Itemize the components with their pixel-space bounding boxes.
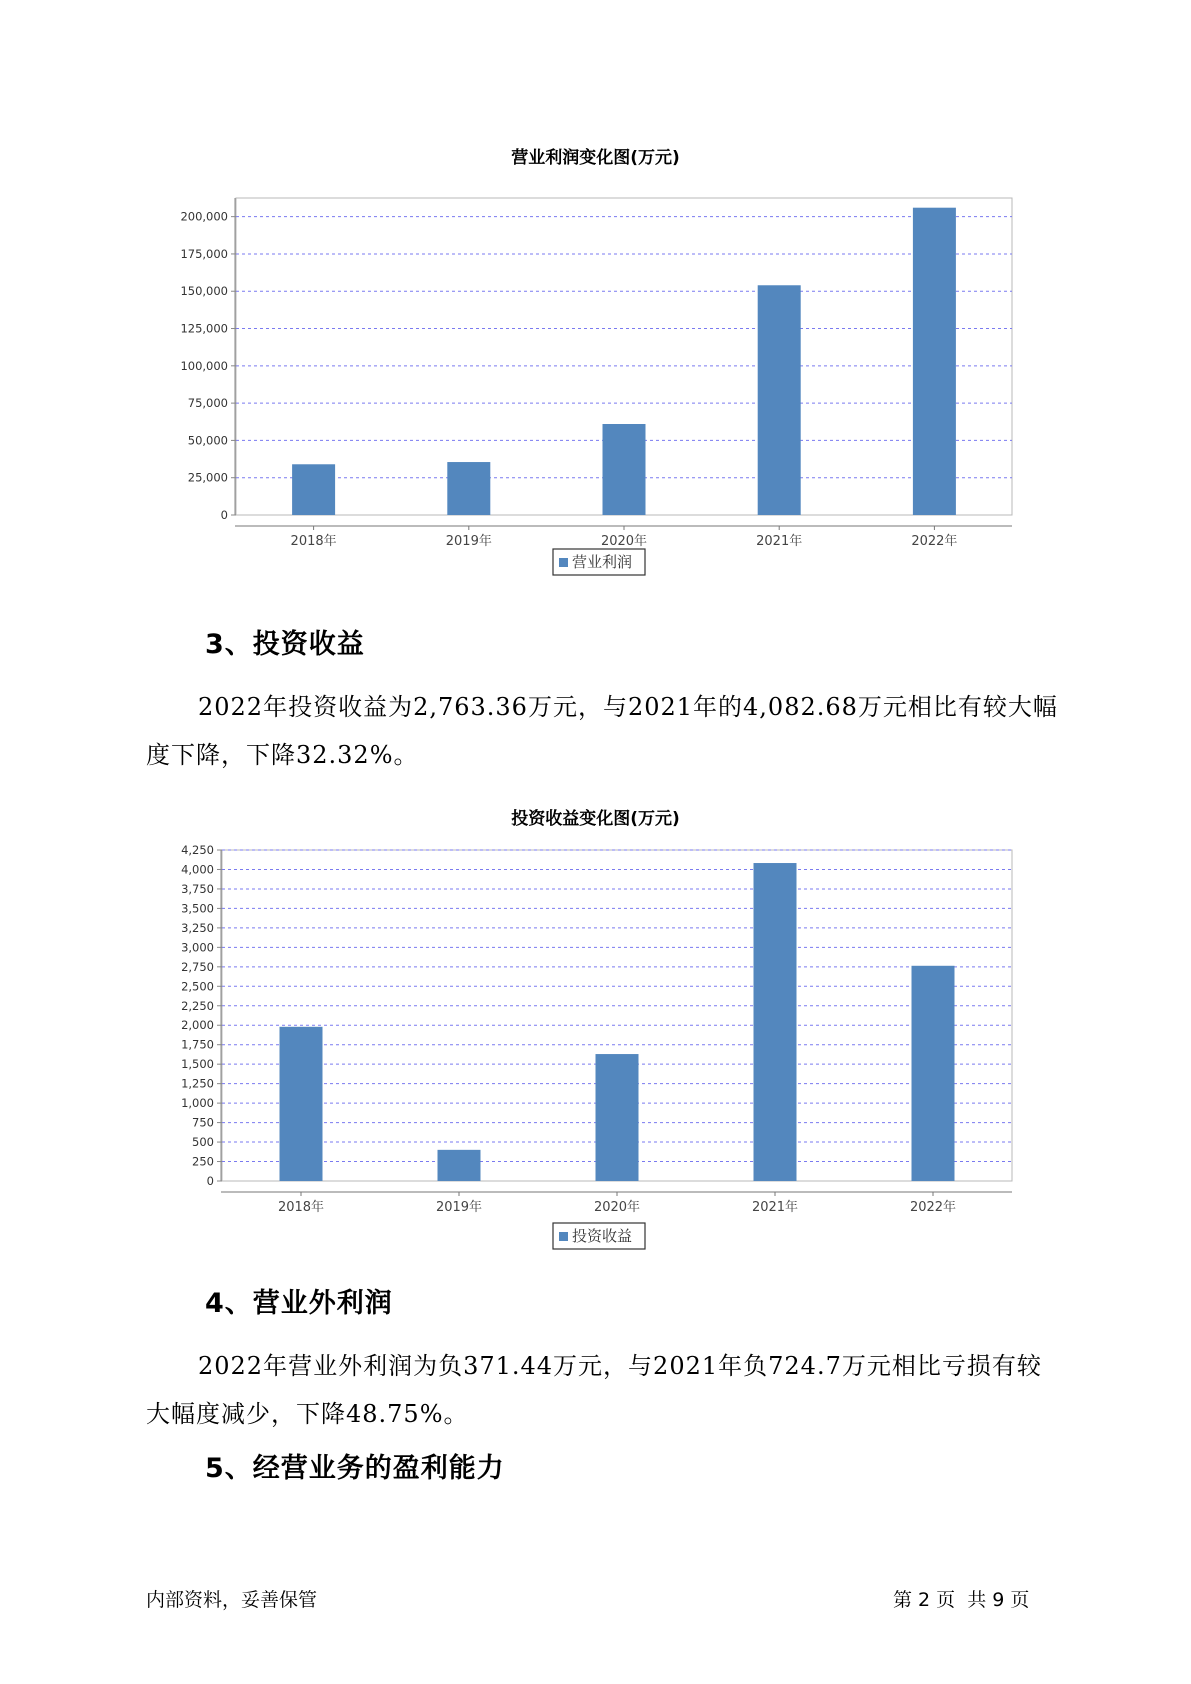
legend-swatch	[559, 1232, 568, 1241]
bar-2018年	[292, 464, 335, 515]
bar-2019年	[438, 1150, 481, 1181]
y-tick-label: 2,000	[181, 1018, 214, 1033]
legend-swatch	[559, 558, 568, 567]
x-tick-label: 2020年	[600, 534, 648, 549]
y-tick-label: 3,000	[181, 940, 214, 955]
y-tick-label: 150,000	[180, 284, 228, 299]
y-tick-label: 1,500	[181, 1057, 214, 1072]
y-tick-label: 3,500	[181, 901, 214, 916]
section-heading-non-operating-profit: 4、营业外利润	[205, 1288, 393, 1319]
y-tick-label: 750	[192, 1115, 214, 1130]
x-tick-label: 2022年	[909, 1200, 957, 1215]
x-tick-label: 2020年	[593, 1200, 641, 1215]
x-tick-label: 2019年	[435, 1200, 483, 1215]
bar-2019年	[447, 462, 490, 515]
legend-label: 营业利润	[572, 553, 633, 571]
y-tick-label: 3,250	[181, 920, 214, 935]
bar-2020年	[603, 424, 646, 515]
y-tick-label: 100,000	[180, 358, 228, 373]
bar-2021年	[754, 863, 797, 1181]
legend-label: 投资收益	[572, 1227, 633, 1245]
x-tick-label: 2018年	[277, 1200, 325, 1215]
bar-2018年	[280, 1027, 323, 1181]
y-tick-label: 50,000	[187, 433, 228, 448]
footer-page-number: 第 2 页 共 9 页	[893, 1589, 1030, 1611]
y-tick-label: 250	[192, 1154, 214, 1169]
bar-2021年	[758, 285, 801, 515]
x-tick-label: 2021年	[751, 1200, 799, 1215]
y-tick-label: 25,000	[187, 470, 228, 485]
operating-profit-chart	[0, 170, 1191, 590]
x-tick-label: 2018年	[290, 534, 337, 549]
x-tick-label: 2021年	[756, 534, 803, 549]
y-tick-label: 125,000	[180, 321, 228, 336]
y-tick-label: 2,250	[181, 998, 214, 1013]
y-tick-label: 4,250	[181, 843, 214, 857]
section-heading-investment-income: 3、投资收益	[205, 629, 365, 660]
y-tick-label: 1,250	[181, 1076, 214, 1091]
x-tick-label: 2019年	[445, 534, 492, 549]
chart-title-operating-profit: 营业利润变化图(万元)	[511, 148, 680, 168]
footer-confidential-note: 内部资料，妥善保管	[146, 1589, 318, 1611]
y-tick-label: 1,000	[181, 1096, 214, 1111]
y-tick-label: 3,750	[181, 881, 214, 896]
bar-2022年	[913, 208, 956, 515]
section-text-investment-income: 2022年投资收益为2,763.36万元，与2021年的4,082.68万元相比有较大幅度下降，下降32.32%。	[146, 693, 1058, 769]
y-tick-label: 500	[192, 1135, 214, 1150]
y-tick-label: 75,000	[187, 396, 228, 411]
x-tick-label: 2022年	[911, 534, 958, 549]
y-tick-label: 2,750	[181, 959, 214, 974]
bar-2020年	[596, 1054, 639, 1181]
chart-title-investment-income: 投资收益变化图(万元)	[511, 809, 680, 829]
y-tick-label: 1,750	[181, 1037, 214, 1052]
section-text-non-operating-profit: 2022年营业外利润为负371.44万元，与2021年负724.7万元相比亏损有较大幅度减少，下降48.75%。	[146, 1352, 1042, 1428]
y-tick-label: 0	[206, 1174, 214, 1188]
y-tick-label: 175,000	[180, 246, 228, 261]
y-tick-label: 200,000	[180, 209, 228, 224]
section-heading-operating-profitability: 5、经营业务的盈利能力	[205, 1453, 505, 1484]
y-tick-label: 2,500	[181, 979, 214, 994]
investment-income-chart	[0, 830, 1191, 1250]
y-tick-label: 0	[220, 508, 228, 522]
bar-2022年	[912, 966, 955, 1181]
y-tick-label: 4,000	[181, 862, 214, 877]
